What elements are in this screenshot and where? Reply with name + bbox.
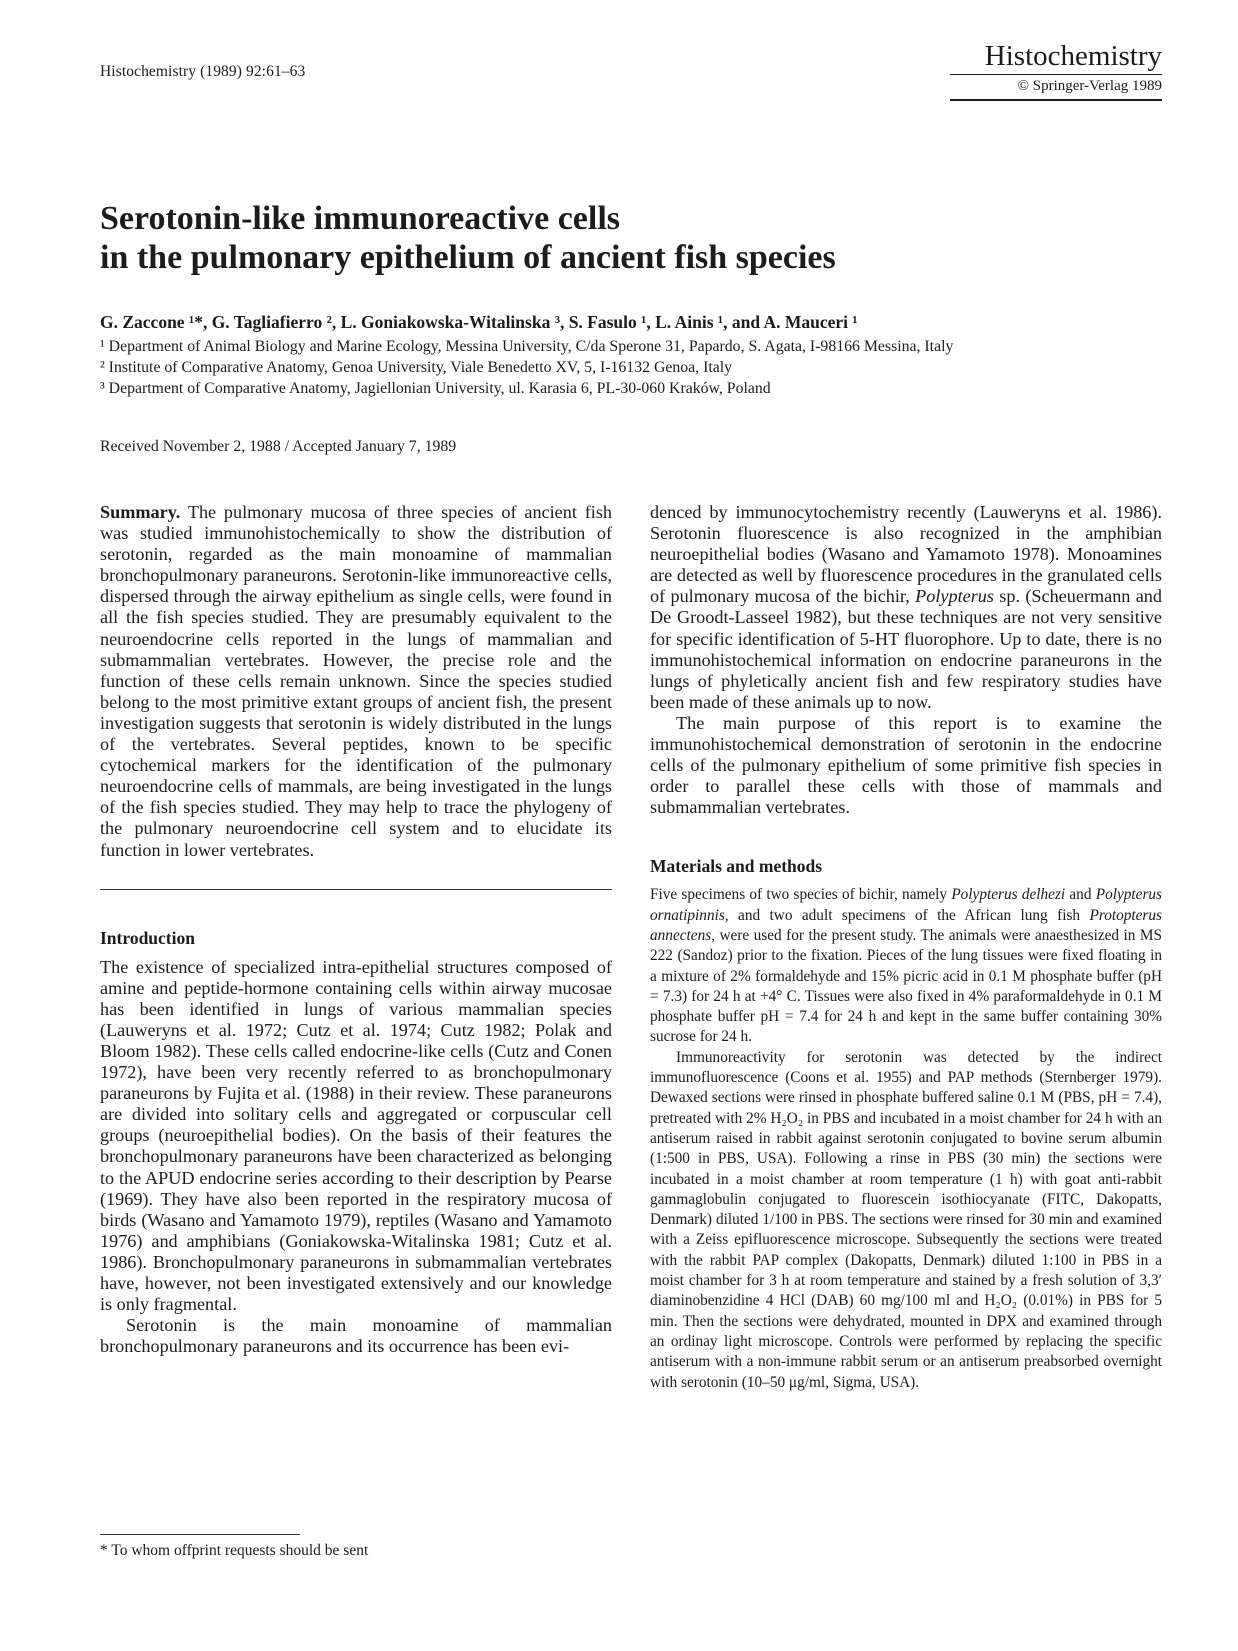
title-line-1: Serotonin-like immunoreactive cells <box>100 200 621 237</box>
summary-label: Summary. <box>100 502 181 522</box>
methods-paragraph-2: Immunoreactivity for serotonin was detected by the indirect immunofluorescence (Coons et al. 1955) and PAP methods (Sternberger 1979). Dewaxed sections were rinsed in phosphate buffered saline 0.1 M (PBS, pH = 7.4), pretreated with 2% H₂O₂ in PBS and incubated in a moist chamber for 24 h with an antiserum raised in rabbit against serotonin conjugated to bovine serum albumin (1:500 in PBS, USA). Following a rinse in PBS (30 min) the sections were incubated in a moist chamber at room temperature (1 h) with goat anti-rabbit gammaglobulin conjugated to fluorescein isothiocyanate (FITC, Dakopatts, Denmark) diluted 1/100 in PBS. The sections were rinsed for 30 min and examined with a Zeiss epifluorescence microscope. Subsequently the sections were treated with the rabbit PAP complex (Dakopatts, Denmark) diluted 1:100 in PBS in a moist chamber for 3 h at room temperature and stained by a fresh solution of 3,3′ diaminobenzidine 4 HCl (DAB) 60 mg/100 ml and H₂O₂ (0.01%) in PBS for 5 min. Then the sections were dehydrated, mounted in DPX and examined through an ordinay light microscope. Controls were performed by replacing the specific antiserum with a non-immune rabbit serum or an antiserum preabsorbed overnight with serotonin (10–50 μg/ml, Sigma, USA). <box>650 1048 1162 1391</box>
affiliation-3: ³ Department of Comparative Anatomy, Jagiellonian University, ul. Karasia 6, PL-30-060 Kraków, Poland <box>100 380 771 397</box>
summary-text: The pulmonary mucosa of three species of ancient fish was studied immunohistochemically to show the distribution of serotonin, regarded as the main monoamine of mammalian bronchopulmonary paraneurons. Serotonin-like immunoreactive cells, dispersed through the airway epithelium as single cells, were found in all the fish species studied. They are presumably equivalent to the neuroendocrine cells reported in the lungs of mammalian and submammalian vertebrates. However, the precise role and the function of these cells remain unknown. Since the species studied belong to the most primitive extant groups of ancient fish, the present investigation suggests that serotonin is widely distributed in the lungs of the vertebrates. Several peptides, known to be specific cytochemical markers for the identification of the pulmonary neuroendocrine cells of mammals, are being investigated in the lungs of the fish species studied. They may help to trace the phylogeny of the pulmonary neuroendocrine cell system and to elucidate its function in lower vertebrates. <box>100 502 612 860</box>
text-run: and two adult specimens of the African lung fish <box>728 906 1090 924</box>
footnote: * To whom offprint requests should be sent <box>100 1542 369 1559</box>
left-column <box>100 502 612 1357</box>
received-dates: Received November 2, 1988 / Accepted January 7, 1989 <box>100 438 457 455</box>
purpose-paragraph: The main purpose of this report is to examine the immunohistochemical demonstration of serotonin in the endocrine cells of the pulmonary epithelium of some primitive fish species in order to parallel these cells with those of mammals and submammalian vertebrates. <box>650 712 1162 818</box>
footnote-rule <box>100 1534 300 1535</box>
text-run: were used for the present study. The animals were anaesthesized in MS 222 (Sandoz) prior to the fixation. Pieces of the lung tissues were fixed floating in a mixture of 2% formaldehyde and 15% picric acid in 0.1 M phosphate buffer (pH = 7.3) for 24 h at +4° C. Tissues were also fixed in 4% paraformaldehyde in 0.1 M phosphate buffer pH = 7.4 for 24 h and kept in the same buffer containing 30% sucrose for 24 h. <box>650 927 1162 1046</box>
affiliation-1: ¹ Department of Animal Biology and Marine Ecology, Messina University, C/da Sperone 31, Papardo, S. Agata, I-98166 Messina, Italy <box>100 338 954 355</box>
journal-masthead <box>950 40 1162 101</box>
affiliations <box>100 336 970 399</box>
copyright-notice: © Springer-Verlag 1989 <box>1017 78 1162 94</box>
masthead-rule <box>950 74 1162 75</box>
article-title <box>100 199 836 277</box>
text-run: sp. (Scheuermann and De Groodt-Lasseel 1982), but these techniques are not very sensitive for specific identification of 5-HT fluorophore. Up to date, there is no immunohistochemical information on endocrine paraneurons in the lungs of phyletically ancient fish and few respiratory studies have been made of these animals up to now. <box>650 586 1162 712</box>
right-column <box>650 502 1162 1393</box>
journal-name: Histochemistry <box>984 40 1162 72</box>
section-divider <box>100 889 612 890</box>
summary-paragraph <box>100 502 612 861</box>
author-list: G. Zaccone ¹*, G. Tagliafierro ², L. Goniakowska-Witalinska ³, S. Fasulo ¹, L. Ainis ¹, and A. Mauceri ¹ <box>100 312 858 332</box>
introduction-paragraph-2: Serotonin is the main monoamine of mammalian bronchopulmonary paraneurons and its occurrence has been evi- <box>100 1315 612 1357</box>
introduction-paragraph-1: The existence of specialized intra-epithelial structures composed of amine and peptide-hormone containing cells within airway mucosae has been identified in lungs of various mammalian species (Lauweryns et al. 1972; Cutz et al. 1974; Cutz 1982; Polak and Bloom 1982). These cells called endocrine-like cells (Cutz and Conen 1972), have been very recently referred to as bronchopulmonary paraneurons by Fujita et al. (1988) in their review. These paraneurons are divided into solitary cells and aggregated or corpuscular cell groups (neuroepithelial bodies). On the basis of their features the bronchopulmonary paraneurons have been characterized as belonging to the APUD endocrine series according to their description by Pearse (1969). They have also been reported in the respiratory mucosa of birds (Wasano and Yamamoto 1979), reptiles (Wasano and Yamamoto 1976) and amphibians (Goniakowska-Witalinska 1981; Cutz et al. 1986). Bronchopulmonary paraneurons in submammalian vertebrates have, however, not been investigated extensively and our knowledge is only fragmental. <box>100 956 612 1315</box>
affiliation-2: ² Institute of Comparative Anatomy, Genoa University, Viale Benedetto XV, 5, I-16132 Genoa, Italy <box>100 359 733 376</box>
text-run: and <box>1065 886 1096 904</box>
species-name: Polypterus delhezi <box>951 886 1066 904</box>
species-name: Protopterus annectens, <box>650 906 1162 944</box>
journal-citation: Histochemistry (1989) 92:61–63 <box>100 63 306 80</box>
genus-name: Polypterus <box>915 586 994 607</box>
text-run: denced by immunocytochemistry recently (Lauweryns et al. 1986). Serotonin fluorescence is also recognized in the amphibian neuroepithelial bodies (Wasano and Yamamoto 1978). Monoamines are detected as well by fluorescence procedures in the granulated cells of pulmonary mucosa of the bichir, <box>650 502 1162 607</box>
species-name: Polypterus ornatipinnis, <box>650 886 1162 924</box>
introduction-heading: Introduction <box>100 927 195 948</box>
text-run: Five specimens of two species of bichir, namely <box>650 886 952 904</box>
intro-continued-paragraph <box>650 502 1162 713</box>
masthead-rule-bottom <box>950 99 1162 101</box>
methods-paragraph-1 <box>650 885 1162 1047</box>
methods-heading: Materials and methods <box>650 856 823 877</box>
title-line-2: in the pulmonary epithelium of ancient fish species <box>100 239 836 276</box>
